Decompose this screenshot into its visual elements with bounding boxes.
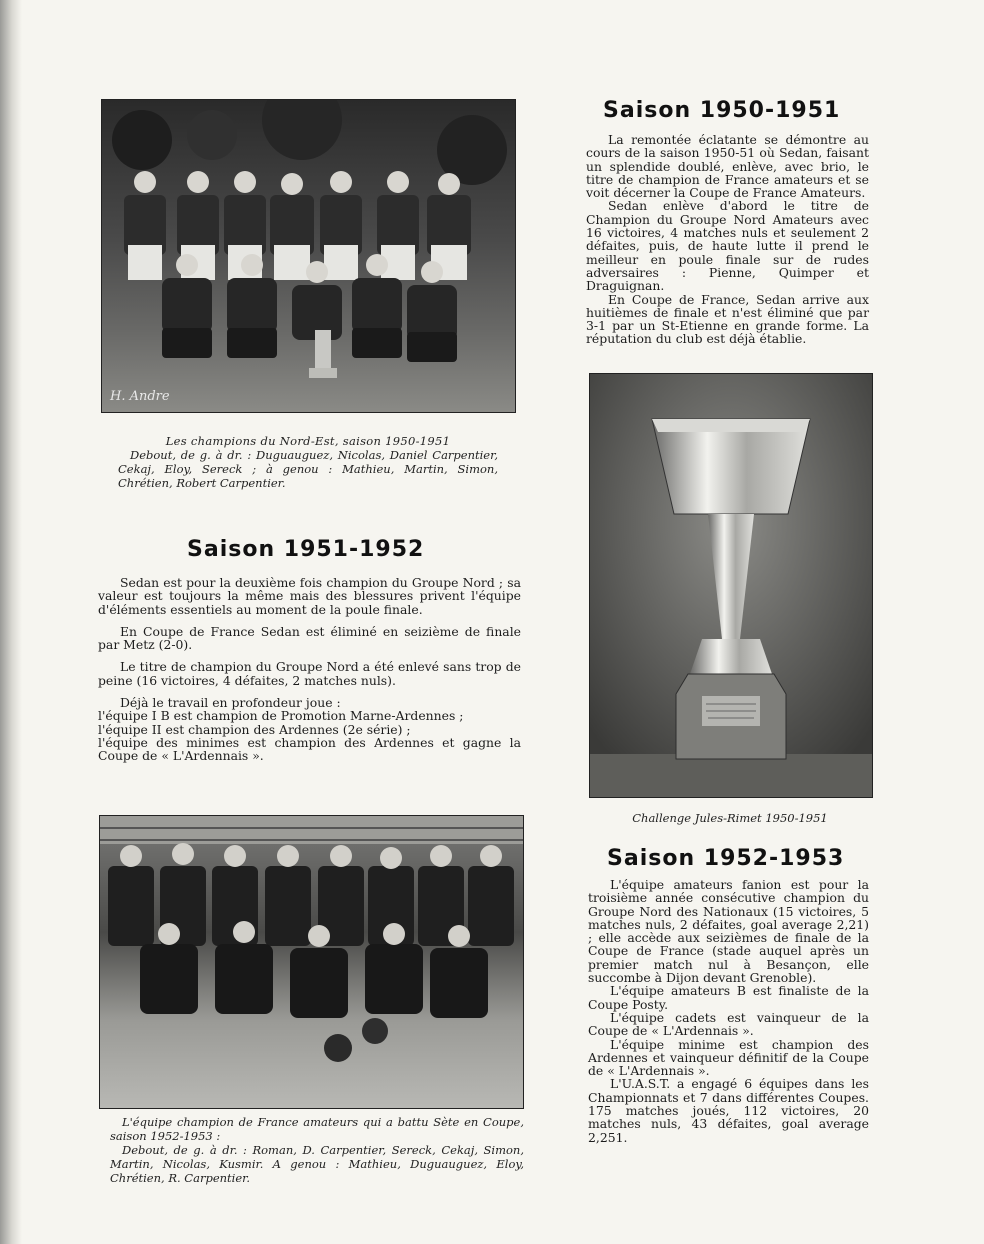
- season-1951-list-item: l'équipe I B est champion de Promotion Marne-Ardennes ;: [98, 708, 464, 724]
- photo1-caption-title: Les champions du Nord-Est, saison 1950-1951: [165, 434, 451, 448]
- season-1950-heading: Saison 1950-1951: [603, 98, 841, 123]
- season-1951-paragraph: En Coupe de France Sedan est éliminé en seizième de finale par Metz (2-0).: [98, 623, 521, 653]
- photo1-caption: [118, 434, 498, 490]
- trophy-photo: [589, 373, 873, 798]
- season-1951-paragraph: Déjà le travail en profondeur joue :: [120, 695, 341, 711]
- season-1951-text: [98, 576, 521, 763]
- trophy-photo-image: [590, 374, 872, 797]
- photo2-caption-text: Debout, de g. à dr. : Roman, D. Carpentier, Sereck, Cekaj, Simon, Martin, Nicolas, Kusmir. A genou : Mathieu, Duguauguez, Eloy, Chrétien, R. Carpentier.: [110, 1143, 524, 1185]
- season-1951-list-item: l'équipe des minimes est champion des Ardennes et gagne la Coupe de « L'Ardennais ».: [98, 734, 521, 764]
- season-1951-paragraph: Le titre de champion du Groupe Nord a été enlevé sans trop de peine (16 victoires, 4 défaites, 2 matches nuls).: [98, 659, 521, 688]
- season-1952-heading: Saison 1952-1953: [607, 846, 845, 871]
- season-1952-paragraph: L'équipe minime est champion des Ardennes et vainqueur définitif de la Coupe de « L'Ardennais ».: [588, 1036, 869, 1079]
- team-photo-1950-image: [102, 100, 515, 412]
- team-photo-1950: [101, 99, 516, 413]
- season-1950-text: [586, 133, 869, 346]
- season-1952-text: [588, 878, 869, 1144]
- season-1951-heading: Saison 1951-1952: [187, 537, 425, 562]
- photographer-signature: H. Andre: [110, 389, 170, 404]
- team-photo-1952-image: [100, 816, 523, 1108]
- season-1950-paragraph: En Coupe de France, Sedan arrive aux huitièmes de finale et n'est éliminé que par 3-1 par un St-Etienne en grande forme. La réputation du club est déjà établie.: [586, 291, 869, 347]
- season-1951-paragraph: Sedan est pour la deuxième fois champion du Groupe Nord ; sa valeur est toujours la même mais des blessures privent l'équipe d'éléments essentiels au moment de la poule finale.: [98, 575, 521, 617]
- season-1950-paragraph: Sedan enlève d'abord le titre de Champion du Groupe Nord Amateurs avec 16 victoires, 4 matches nuls et seulement 2 défaites, puis, de haute lutte il prend le meilleur en poule finale sur de rudes adversaires : Pienne, Quimper et Draguignan.: [586, 198, 869, 294]
- season-1952-paragraph: L'équipe amateurs fanion est pour la troisième année consécutive champion du Groupe Nord des Nationaux (15 victoires, 5 matches nuls, 2 défaites, goal average 2,21) ; elle accède aux seizièmes de finale de la Coupe de France (stade auquel après un premier match nul à Besançon, elle succombe à Dijon devant Grenoble).: [588, 877, 869, 986]
- season-1952-paragraph: L'U.A.S.T. a engagé 6 équipes dans les Championnats et 7 dans différentes Coupes. 175 matches joués, 112 victoires, 20 matches nuls, 43 défaites, goal average 2,251.: [588, 1076, 869, 1145]
- season-1952-paragraph: L'équipe cadets est vainqueur de la Coupe de « L'Ardennais ».: [588, 1009, 869, 1039]
- season-1952-paragraph: L'équipe amateurs B est finaliste de la Coupe Posty.: [588, 983, 869, 1012]
- season-1951-list-item: l'équipe II est champion des Ardennes (2e série) ;: [98, 721, 411, 737]
- trophy-caption: Challenge Jules-Rimet 1950-1951: [632, 811, 828, 825]
- photo1-caption-text: Debout, de g. à dr. : Duguauguez, Nicolas, Daniel Carpentier, Cekaj, Eloy, Sereck ; à genou : Mathieu, Martin, Simon, Chrétien, Robert Carpentier.: [118, 448, 498, 490]
- season-1950-paragraph: La remontée éclatante se démontre au cours de la saison 1950-51 où Sedan, faisant un splendide doublé, enlève, avec brio, le titre de champion de France amateurs et se voit décerner la Coupe de France Amateurs.: [586, 132, 869, 201]
- photo2-caption: [110, 1115, 524, 1185]
- page-fold-shadow: [0, 0, 22, 1244]
- team-photo-1952: [99, 815, 524, 1109]
- photo2-caption-title: L'équipe champion de France amateurs qui a battu Sète en Coupe, saison 1952-1953 :: [110, 1115, 524, 1143]
